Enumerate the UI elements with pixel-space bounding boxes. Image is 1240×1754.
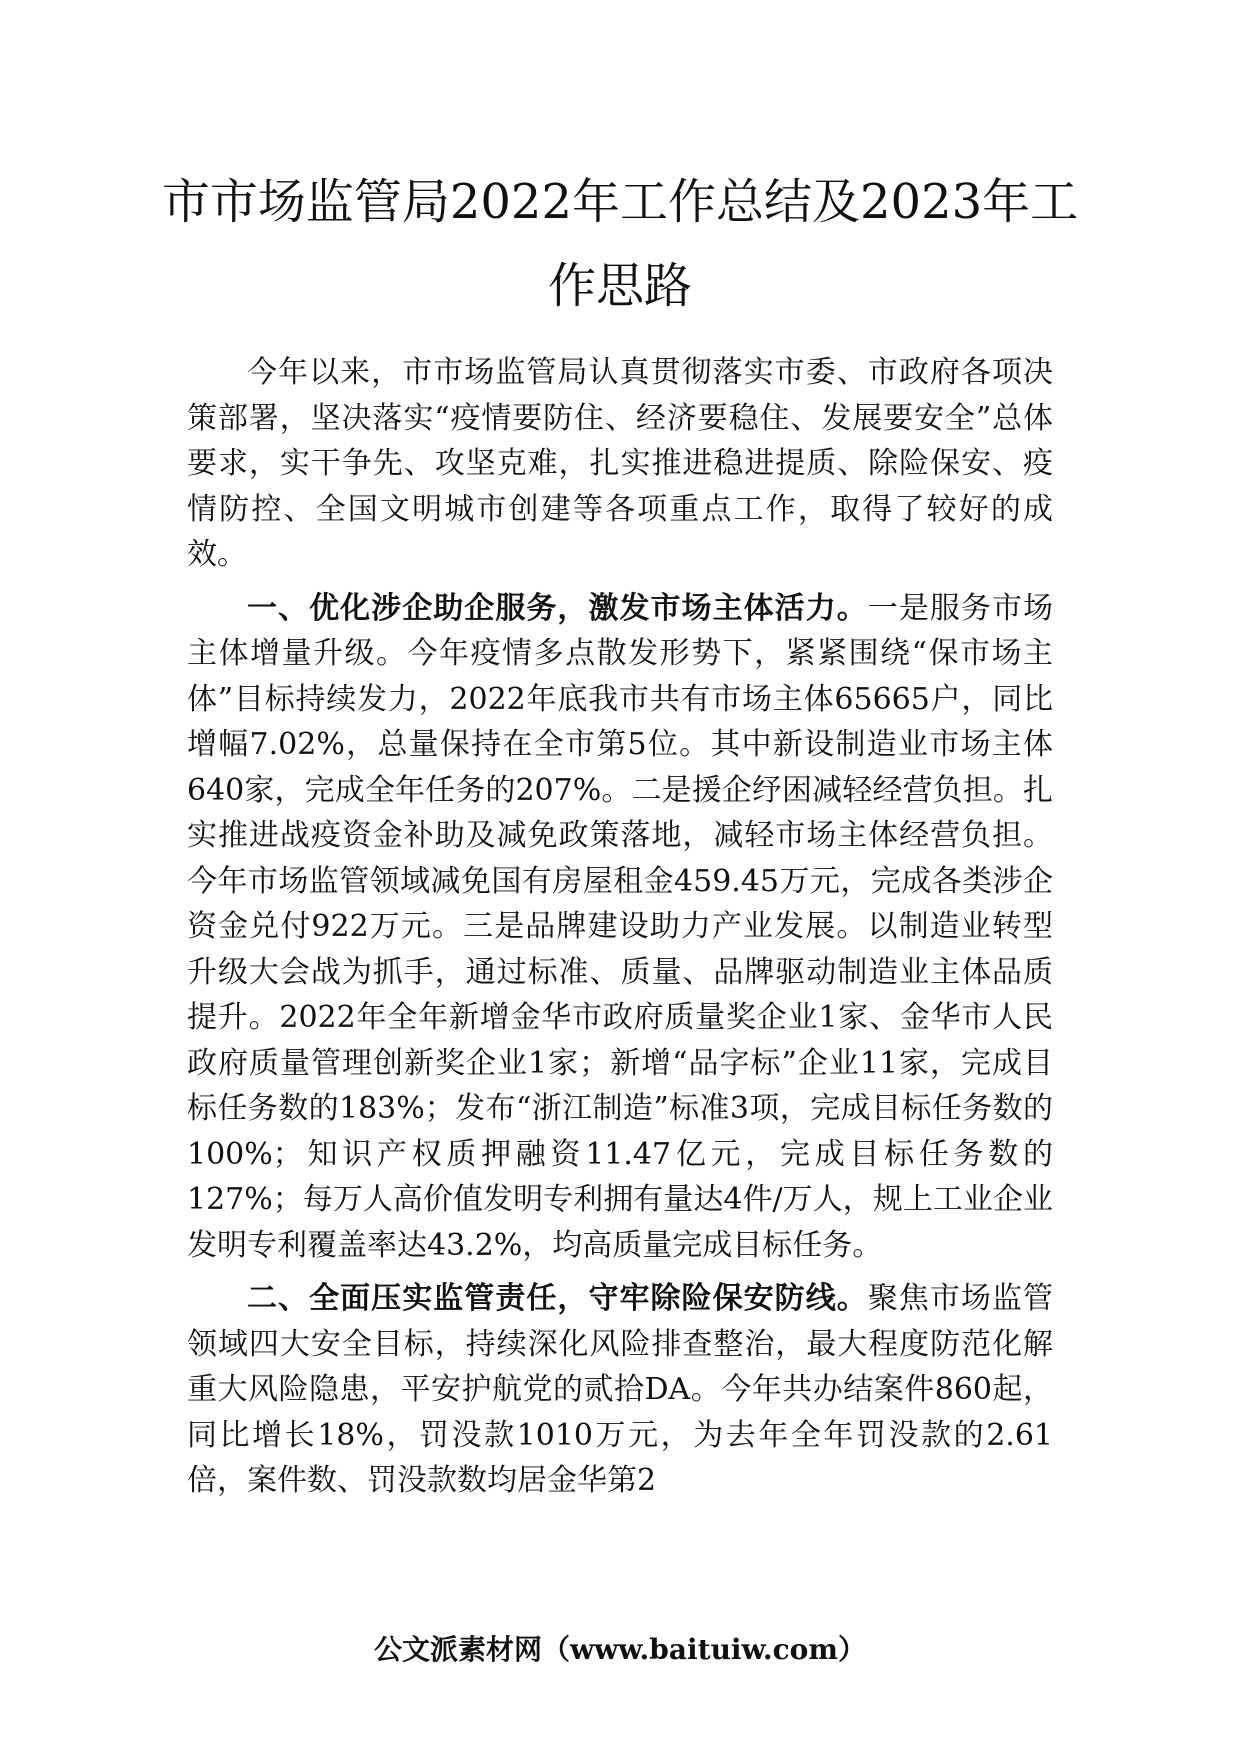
section-heading: 一、优化涉企助企服务，激发市场主体活力。 [247, 590, 868, 626]
paragraph-text: 一是服务市场主体增量升级。今年疫情多点散发形势下，紧紧围绕“保市场主体”目标持续发力，2022年底我市共有市场主体65665户，同比增幅7.02%，总量保持在全市第5位。其中新设制造业市场主体640家，完成全年任务的207%。二是援企纾困减轻经营负担。扎实推进战疫资金补助及减免政策落地，减轻市场主体经营负担。今年市场监管领域减免国有房屋租金459.45万元，完成各类涉企资金兑付922万元。三是品牌建设助力产业发展。以制造业转型升级大会战为抓手，通过标准、质量、品牌驱动制造业主体品质提升。2022年全年新增金华市政府质量奖企业1家、金华市人民政府质量管理创新奖企业1家；新增“品字标”企业11家，完成目标任务数的183%；发布“浙江制造”标准3项，完成目标任务数的100%；知识产权质押融资11.47亿元，完成目标任务数的127%；每万人高价值发明专利拥有量达4件/万人，规上工业企业发明专利覆盖率达43.2%，均高质量完成目标任务。 [187, 590, 1054, 1263]
document-title-line-2: 作思路 [547, 258, 692, 314]
paragraph-section-2 [187, 1276, 1053, 1504]
section-heading: 二、全面压实监管责任，守牢除险保安防线。 [247, 1281, 868, 1316]
document-body [187, 350, 1053, 1512]
paragraph-section-1 [187, 586, 1053, 1269]
paragraph-intro [187, 350, 1053, 578]
paragraph-text: 今年以来，市市场监管局认真贯彻落实市委、市政府各项决策部署，坚决落实“疫情要防住、经济要稳住、发展要安全”总体要求，实干争先、攻坚克难，扎实推进稳进提质、除险保安、疫情防控、全国文明城市创建等各项重点工作，取得了较好的成效。 [187, 355, 1053, 572]
document-title-line-1: 市市场监管局2022年工作总结及2023年工 [161, 174, 1079, 230]
watermark-footer: 公文派素材网（www.baituiw.com） [374, 1633, 866, 1666]
document-title [0, 160, 1240, 328]
paragraph-text: 聚焦市场监管领域四大安全目标，持续深化风险排查整治，最大程度防范化解重大风险隐患，平安护航党的贰拾DA。今年共办结案件860起，同比增长18%，罚没款1010万元，为去年全年罚没款的2.61倍，案件数、罚没款数均居金华第2 [187, 1281, 1054, 1498]
